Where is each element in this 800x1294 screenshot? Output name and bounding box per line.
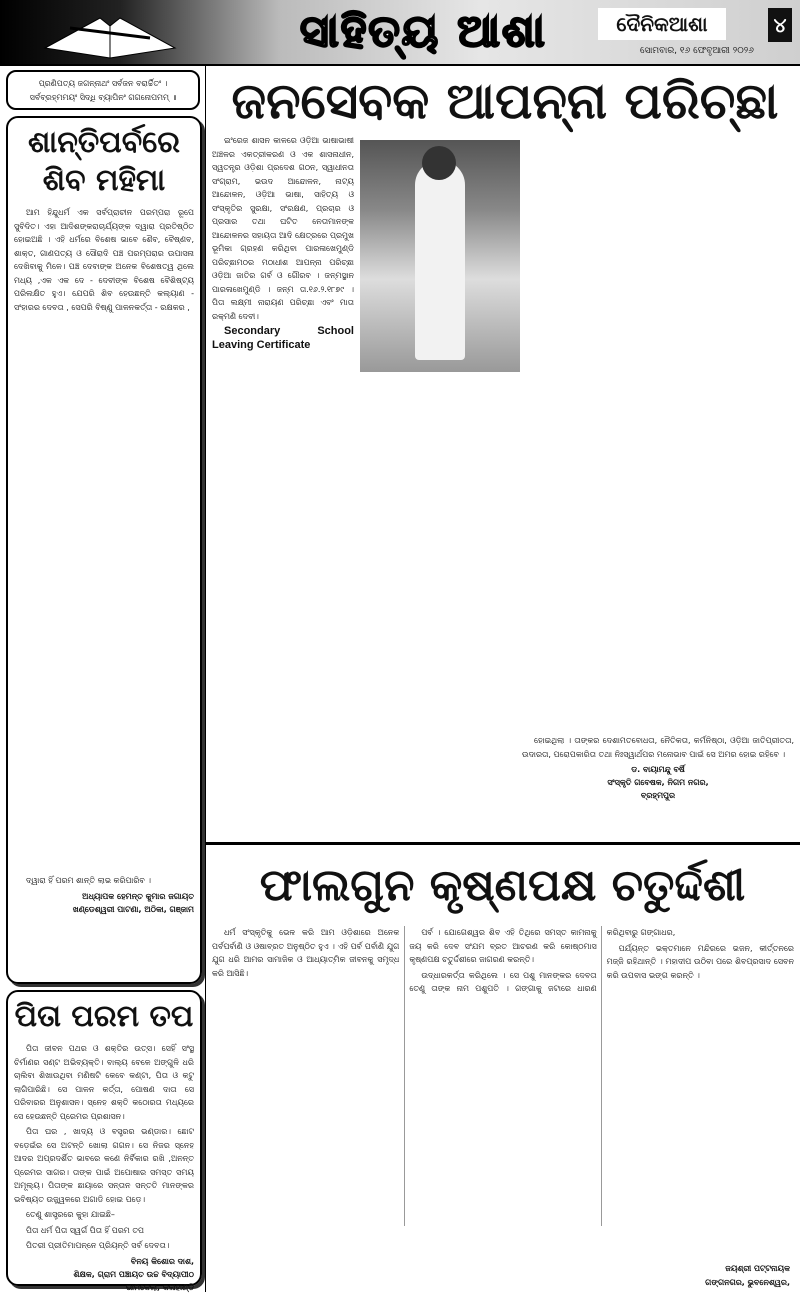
article-janasevak-col2 <box>364 380 512 835</box>
author-name: ଅଧ୍ୟାପକ ହେମନ୍ତ କୁମାର ଜଗାୟତ <box>82 891 194 901</box>
author-name: ଡ. ବାୟାମନ୍ଦୁ ବର୍ଷି <box>631 765 685 774</box>
paragraph: ଉଦ୍ଧାରକର୍ତ୍ତା କରିଥିଲେ । ସେ ପଶୁ ମାନଙ୍କର ଦେବତା ତେଣୁ ତାଙ୍କ ନାମ ପଶୁପତି । ଗଙ୍ଗାକୁ ଜଟାରେ ଧାରଣ କରିଥିବାରୁ ଗଙ୍ଗାଧର, <box>409 928 676 993</box>
headline-janasevak: ଜନସେବକ ଆପନ୍ନା ପରିଚ୍ଛା <box>231 72 779 130</box>
section-divider <box>205 842 800 845</box>
paragraph: ପର୍ବ । ଯୋଗେଶ୍ୱର ଶିବ ଏହି ତିଥିରେ ସମସ୍ତ କାମନାକୁ ଜୟ କରି ଦେବ ସଂଯମ ବ୍ରତ ଆଚରଣ କରି କୋଷ୍ଠମାସ କୃଷ୍ଣପକ୍ଷ ଚତୁର୍ଦ୍ଦଶୀରେ ଜାଗରଣ କରନ୍ତି। <box>409 928 597 964</box>
author-name: ଜୟଶ୍ରୀ ପଟ୍ଟନାୟକ <box>725 1264 790 1273</box>
author-name: ବିନୟ କିଶୋର ଦାଶ, <box>130 1256 194 1266</box>
quote-line: ପ୍ରଣିପତ୍ୟ ଜଗନ୍ନାଥଂ ସର୍ବଜନ ବରାର୍ଚ୍ଚିତଂ । <box>38 79 168 88</box>
quote-box <box>6 70 200 110</box>
author-address: ବ୍ରହ୍ମପୁର <box>640 791 676 800</box>
article-title: ଶାନ୍ତିପର୍ବରେ ଶିବ ମହିମା <box>28 125 180 198</box>
headline-falgun: ଫାଲଗୁନ କୃଷ୍ଣପକ୍ଷ ଚତୁର୍ଦ୍ଦଶୀ <box>259 860 746 911</box>
masthead-title: ସାହିତ୍ୟ ଆଶା <box>300 6 547 57</box>
open-book-pen-icon <box>40 8 180 60</box>
article-falgun-body <box>212 926 794 1226</box>
portrait-photo <box>360 140 520 372</box>
paragraph: ପିତା ଜୀବନ ପଥର ଓ ଶକ୍ତିର ଉତ୍ସ। ସେହିଁ ସଂସ୍ଥ ଚିର୍ମାଣର ସଣ୍ଟ ଅଭିବ୍ୟକ୍ତି। ବାଲ୍ୟ ବେଳେ ଅଙ୍ଗୁଳି ଧରି ଚାଲିବା ଶିଖାଉଥିବା ମଣିଷଟି କେବେ କଣ୍ଟା, ପିତା ଓ କଟୁ ଲାଗିପାରିଛି। ସେ ପାଳନ କର୍ତ୍ତା, ପୋଷଣ ଦାତା ସେ ପରିବାରର ଅନୁଶାସନ। ସ୍ନେହ ଶକ୍ତି କଠୋରତା ମଧ୍ୟରେ ସେ ହେଉଛନ୍ତି ପ୍ରେମର ପ୍ରଶାସନ। <box>14 1044 194 1121</box>
paragraph: ତେଣୁ ଶାସ୍ତ୍ରରେ କୁହା ଯାଇଛି– <box>26 1210 115 1219</box>
newspaper-logo: ଦୈନିକଆଶା <box>598 8 726 40</box>
author-address: ଭାମକେଲା, କଳାହାଣ୍ଡି <box>125 1282 194 1292</box>
author-role: ସଂସ୍କୃତି ଗବେଷକ, ନିଗମ ନଗର, <box>607 778 709 787</box>
paragraph: ଆମ ହିନ୍ଦୁଧର୍ମ ଏକ ସର୍ବପ୍ରାଚୀନ ପରମ୍ପରା ରୂପେ ସୁବିଦିତ। ଏହା ଆଦିଶଙ୍କରାଚାର୍ଯ୍ୟଙ୍କ ଦ୍ୱାରା ପ୍ରତିଷ୍ଠିତ ହୋଇଅଛି । ଏହି ଧର୍ମରେ ବିଶେଷ ଭାବେ ଶୈବ, ବୈଷ୍ଣବ, ଶାକ୍ତ, ଗାଣପତ୍ୟ ଓ ସୌରାଦି ପଞ୍ଚ ପରମ୍ପରାର ଉପାସନା ଦେଖିବାକୁ ମିଳେ। ପଞ୍ଚ ଦେବାଙ୍କ ଅନେକ ବିଶେଷତ୍ୱ ଥିଲେ ମଧ୍ୟ ,ଏକ ଏକ ଦେ - ଦେବୀଙ୍କ ବିଶେଷ ବୈଶିଷ୍ଟ୍ୟ ପରିଲକ୍ଷିତ ହୁଏ। ଯେପରି ଶିବ ହେଉଛନ୍ତି କଲ୍ୟାଣ - ସଂହାରର ଦେବତା , ସେପରି ବିଷ୍ଣୁ ପାଳନକର୍ତ୍ତା - ରକ୍ଷକର , <box>14 208 194 312</box>
paragraph: ପିତା ଘର , ଖାଦ୍ୟ ଓ ବସ୍ତ୍ରର ଭଣ୍ଡାର। ଛୋଟ ବଡ଼େଇଁର ସେ ଅଟନ୍ତି ଖୋଲା ଗଗନ। ସେ ନିଜର ସ୍ନେହ ଆଦର ଅପ୍ରଦର୍ଶିତ ଭାବରେ କଣେ ନିର୍ବିକାର ରଖି ,ଅନନ୍ତ ପ୍ରେମର ସାଗର। ତାଙ୍କ ପାଇଁ ଅପୋଷାର ସମସ୍ତ ସମୟ ଅମୂଲ୍ୟ। ପିତାଙ୍କ ଛାୟାରେ ସନ୍ତାନ ସନ୍ତତି ମାନଙ୍କର ଭବିଷ୍ୟତ ଉଜ୍ଜ୍ୱଳରେ ଅଗାଡି ହୋଇ ପଡ଼େ। <box>14 1127 194 1204</box>
paragraph: ଧର୍ମ ସଂସ୍କୃତିକୁ ଭେଳ କରି ଆମ ଓଡ଼ିଶାରେ ଅନେକ ପର୍ବପର୍ବାଣି ଓ ଓଷାବ୍ରତ ଅନୁଷ୍ଠିତ ହୁଏ । ଏହି ପର୍ବ ପର୍ବାଣି ଯୁଗ ଯୁଗ ଧରି ଆମର ସାମାଜିକ ଓ ଆଧ୍ୟାତ୍ମିକ ଜୀବନକୁ ସମୃଦ୍ଧ କରି ଆସିଛି। <box>212 928 400 978</box>
article-shantiparva <box>6 116 202 984</box>
paragraph: ଦ୍ୱାରା ହିଁ ପରମ ଶାନ୍ତି ଲାଭ କରିପାରିବ । <box>26 876 151 885</box>
article-title: ପିତା ପରମ ତପ <box>14 999 194 1034</box>
paragraph: ପର୍ଯ୍ୟନ୍ତ ଭକ୍ତମାନେ ମନ୍ଦିରରେ ଭଜନ, କୀର୍ତ୍ତନରେ ମଜ୍ଜି ରହିଥାନ୍ତି । ମହାଦୀପ ଉଠିବା ପରେ ଶିବପ୍ରସାଦ ସେବନ କରି ଉପବାସ ଭଙ୍ଗ କରନ୍ତି । <box>606 943 794 980</box>
article-janasevak-col3 <box>522 134 794 834</box>
paragraph: ପିତା ଧର୍ମ ପିତା ସ୍ୱର୍ଗ ପିତା ହିଁ ପରମ ତପ <box>26 1225 145 1235</box>
author-address: ଗଙ୍ଗନଗର, ଭୁବନେଶ୍ୱର, <box>705 1278 790 1287</box>
author-address: ଖଣ୍ଡେଶ୍ୱରୀ ପାଟଣା, ଅଠିକା, ଗଞ୍ଜାମ <box>72 904 194 914</box>
quote-line: ସର୍ବବ୍ରହ୍ମମୟଂ ସିଦ୍ଧି ବ୍ୟାପିନଂ ଗଗନୋପମମ୍ ॥ <box>29 93 177 102</box>
paragraph: ହୋଇଥିଲା । ତାଙ୍କର ଦେଶାମତବୋଧତା, ନୈତିକତା, କର୍ମନିଷ୍ଠା, ଓଡ଼ିଆ ଜାତିପ୍ରୀତତା, ଉଦାରତା, ପରୋପକାରିତା ତଥା ନିଃସ୍ୱାର୍ଥପର ମନୋଭାବ ପାଇଁ ସେ ଅମର ହୋଇ ରହିବେ । <box>522 736 794 759</box>
page-number: ୪ <box>768 8 792 42</box>
paragraph: ଇଂରେଜ ଶାସନ କାଳରେ ଓଡ଼ିଆ ଭାଷାଭାଷୀ ଅଞ୍ଚଳର ଏକତ୍ରୀକରଣ ଓ ଏକ ଶାସନାଧୀନ, ସ୍ୱତନ୍ତ୍ର ଓଡ଼ିଶା ପ୍ରଦେଶ ଗଠନ, ସ୍ୱାଧୀନତା ସଂଗ୍ରାମ, ଭଉଦ ଆନ୍ଦୋଳନ, ନାଟ୍ୟ ଆନ୍ଦୋଳନ, ଓଡ଼ିଆ ଭାଷା, ସାହିତ୍ୟ ଓ ସଂସ୍କୃତିର ସୁରକ୍ଷା, ସଂରକ୍ଷଣ, ପ୍ରଚାର ଓ ପ୍ରସାର ତଥା ଘଟିତ ନେତାମାନଙ୍କ ଆନ୍ଦୋଳନର ସହାୟତା ଆଦି କ୍ଷେତ୍ରରେ ପ୍ରମୁଖ ଭୂମିକା ଗ୍ରହଣ କରିଥିବା ପାରଳାଖେମୁଣ୍ଡି ପରିଚ୍ଛାମଠର ମଠାଧୀଶ ଆପନ୍ନା ପରିଚ୍ଛା ଓଡ଼ିଆ ଜାତିର ଗର୍ବ ଓ ଗୌରବ । ଜନ୍ମସ୍ଥାନ ପାରଳାଖେମୁଣ୍ଡି । ଜନ୍ମ ତା.୧୬.୨.୧୮୭୯ । ପିତା ଲକ୍ଷ୍ମୀ ନାରାୟଣ ପରିଚ୍ଛା ଏବଂ ମାତା ରକ୍ମଣି ଦେବୀ। <box>212 136 354 321</box>
article-pita-parama-tapa <box>6 990 202 1292</box>
issue-date: ସୋମବାର, ୧୬ ଫେବୃଆରୀ ୨୦୨୬ <box>640 46 754 56</box>
article-janasevak-col1 <box>212 134 354 834</box>
column-divider <box>205 66 206 1292</box>
english-term: Secondary School Leaving Certificate <box>212 325 354 351</box>
masthead-banner <box>0 0 800 66</box>
author-role: ଶିକ୍ଷକ, ଗ୍ରାମ ପଞ୍ଚାୟତ ଉଚ୍ଚ ବିଦ୍ୟାପୀଠ <box>73 1269 194 1279</box>
paragraph: ପିତରୀ ପ୍ରୀତିମାପନ୍ନେ ପ୍ରିୟନ୍ତି ସର୍ବ ଦେବତା। <box>26 1241 170 1250</box>
